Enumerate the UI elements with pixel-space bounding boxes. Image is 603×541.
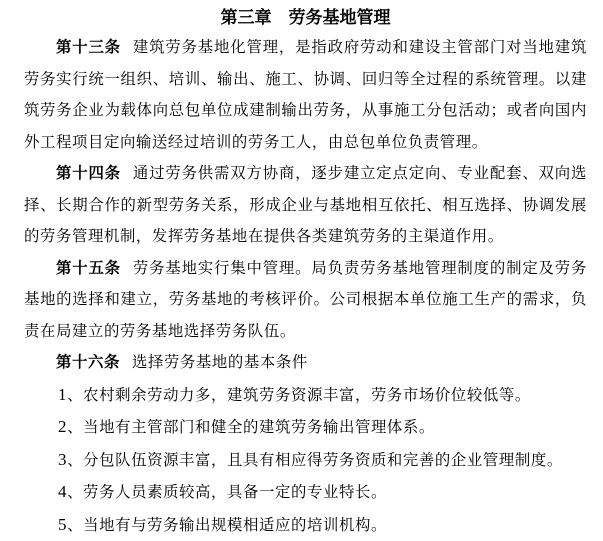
list-number: 2 — [58, 417, 67, 436]
condition-item-2 — [24, 411, 587, 444]
condition-item-4 — [24, 476, 587, 509]
condition-item-3 — [24, 444, 587, 477]
document-page — [24, 4, 587, 541]
article-13 — [24, 32, 587, 158]
list-separator: 、 — [67, 451, 83, 469]
article-label: 第十三条 — [56, 38, 121, 56]
list-number: 3 — [58, 450, 67, 469]
article-label: 第十六条 — [56, 353, 120, 371]
list-separator: 、 — [67, 483, 83, 501]
list-text: 当地有与劳务输出规模相适应的培训机构。 — [83, 516, 387, 534]
list-separator: 、 — [67, 386, 83, 404]
condition-item-1 — [24, 379, 587, 412]
list-number: 4 — [58, 482, 67, 501]
list-number: 1 — [58, 385, 67, 404]
article-label: 第十五条 — [56, 259, 121, 277]
list-text: 当地有主管部门和健全的建筑劳务输出管理体系。 — [83, 418, 435, 436]
list-text: 农村剩余劳动力多，建筑劳务资源丰富，劳务市场价位较低等。 — [83, 386, 531, 404]
article-text: 劳务基地实行集中管理。局负责劳务基地管理制度的制定及劳务基地的选择和建立，劳务基地的考核评价。公司根据本单位施工生产的需求，负责在局建立的劳务基地选择劳务队伍。 — [24, 259, 587, 340]
list-number: 5 — [58, 515, 67, 534]
article-16 — [24, 347, 587, 379]
article-text: 通过劳务供需双方协商，逐步建立定点定向、专业配套、双向选择、长期合作的新型劳务关系，形成企业与基地相互依托、相互选择、协调发展的劳务管理机制，发挥劳务基地在提供各类建筑劳务的主渠道作用。 — [24, 164, 587, 245]
article-14 — [24, 158, 587, 253]
condition-item-5 — [24, 509, 587, 541]
article-label: 第十四条 — [56, 164, 121, 182]
list-text: 分包队伍资源丰富，且具有相应得劳务资质和完善的企业管理制度。 — [83, 451, 563, 469]
article-15 — [24, 253, 587, 348]
list-text: 劳务人员素质较高，具备一定的专业特长。 — [83, 483, 387, 501]
article-text: 建筑劳务基地化管理，是指政府劳动和建设主管部门对当地建筑劳务实行统一组织、培训、输出、施工、协调、回归等全过程的系统管理。以建筑劳务企业为载体向总包单位成建制输出劳务，从事施工分包活动；或者向国内外工程项目定向输送经过培训的劳务工人，由总包单位负责管理。 — [24, 38, 587, 151]
list-separator: 、 — [67, 516, 83, 534]
list-separator: 、 — [67, 418, 83, 436]
article-text: 选择劳务基地的基本条件 — [132, 353, 308, 371]
chapter-title: 第三章 劳务基地管理 — [24, 4, 587, 32]
